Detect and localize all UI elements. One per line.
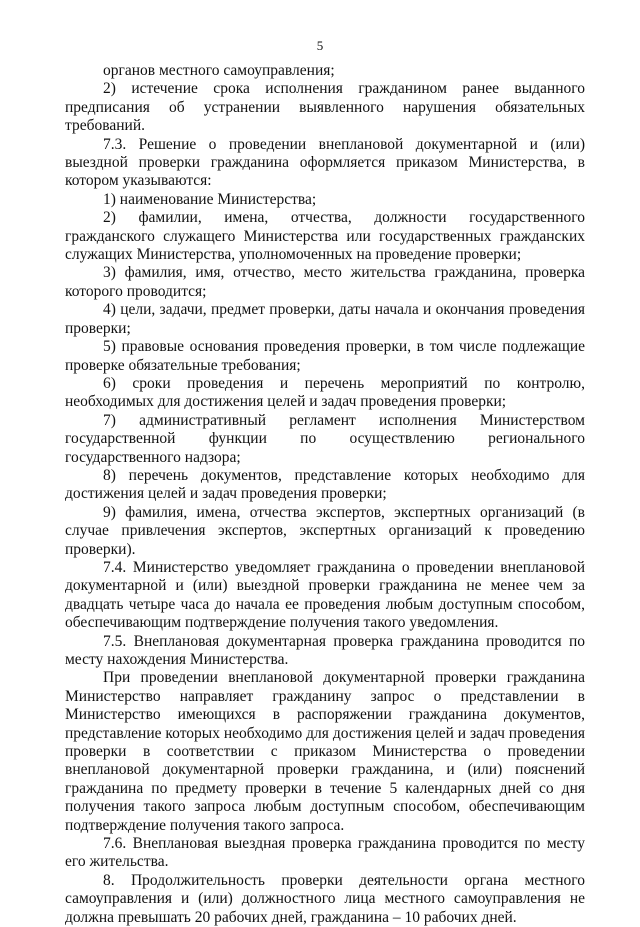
paragraph: 7.3. Решение о проведении внеплановой документарной и (или) выездной проверки гражданина оформляется приказом Министерства, в котором указываются: — [65, 135, 585, 190]
list-item: 2) фамилии, имена, отчества, должности государственного гражданского служащего Министерства или государственных гражданских служащих Министерства, уполномоченных на проведение проверки; — [65, 209, 585, 264]
list-item: 6) сроки проведения и перечень мероприятий по контролю, необходимых для достижения целей и задач проведения проверки; — [65, 374, 585, 411]
paragraph: органов местного самоуправления; — [103, 62, 335, 79]
paragraph: 7.6. Внеплановая выездная проверка гражданина проводится по месту его жительства. — [65, 835, 585, 871]
list-item: 9) фамилия, имена, отчества экспертов, экспертных организаций (в случае привлечения экспертов, экспертных организаций к проведению проверки). — [65, 503, 585, 558]
list-item: 8) перечень документов, представление которых необходимо для достижения целей и задач проведения проверки; — [65, 466, 585, 503]
paragraph: 7.4. Министерство уведомляет гражданина о проведении внеплановой документарной и (или) выездной проверки гражданина не менее чем за двадцать четыре часа до начала ее проведения любым доступным способом, обеспечивающим подтверждение получения такого уведомления. — [65, 558, 585, 632]
paragraph: При проведении внеплановой документарной проверки гражданина Министерство направляет гражданину запрос о представлении в Министерство имеющихся в распоряжении гражданина документов, представление которых необходимо для достижения целей и задач проведения проверки в соответствии с приказом Министерства о проведении внеплановой документарной проверки гражданина, и (или) пояснений гражданина по предмету проверки в течение 5 календарных дней со дня получения такого запроса любым доступным способом, обеспечивающим подтверждение получения такого запроса. — [65, 669, 585, 834]
list-item: 4) цели, задачи, предмет проверки, даты начала и окончания проведения проверки; — [65, 301, 585, 337]
paragraph: 2) истечение срока исполнения гражданином ранее выданного предписания об устранении выявленного нарушения обязательных требований. — [65, 80, 585, 135]
list-item: 1) наименование Министерства; — [103, 190, 317, 208]
paragraph: 8. Продолжительность проверки деятельности органа местного самоуправления и (или) должностного лица местного самоуправления не должна превышать 20 рабочих дней, гражданина – 10 рабочих дней. — [65, 871, 585, 926]
document-body — [65, 62, 585, 927]
paragraph: 7.5. Внеплановая документарная проверка гражданина проводится по месту нахождения Министерства. — [65, 632, 585, 668]
list-item: 5) правовые основания проведения проверки, в том числе подлежащие проверке обязательные требования; — [65, 338, 585, 374]
page-number: 5 — [316, 38, 324, 53]
list-item: 3) фамилия, имя, отчество, место жительства гражданина, проверка которого проводится; — [65, 264, 585, 300]
list-item: 7) административный регламент исполнения Министерством государственной функции по осуществлению регионального государственного надзора; — [65, 411, 585, 466]
